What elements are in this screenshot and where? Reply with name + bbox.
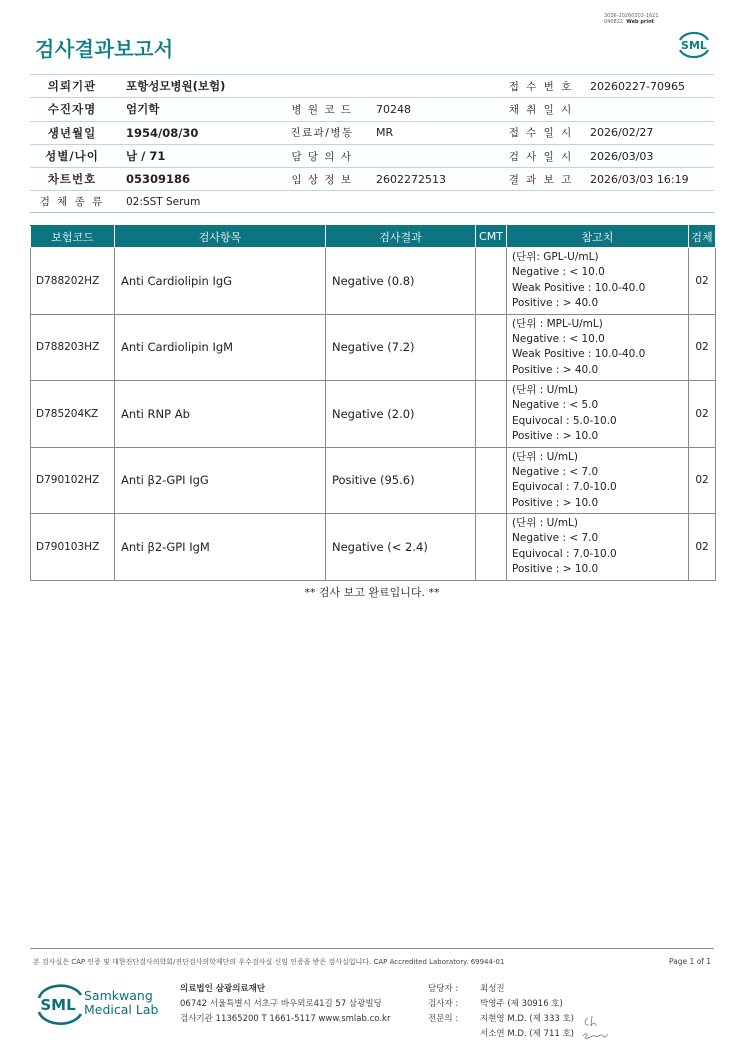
- web-print-tag: Web print: [626, 19, 655, 25]
- label-birthdate: 생년월일: [47, 125, 97, 140]
- patient-info-table: [30, 74, 714, 213]
- results-table: [30, 225, 716, 581]
- header-test-item: 검사항목: [115, 226, 326, 248]
- info-row-patient-name: [30, 98, 714, 121]
- reference-line: Negative : < 7.0: [512, 465, 599, 478]
- cell-result: Negative (2.0): [326, 381, 476, 448]
- info-row-specimen: [30, 191, 714, 213]
- value-result-report: 2026/03/03 16:19: [590, 172, 689, 186]
- table-row: [31, 514, 716, 581]
- value-test-time: 2026/03/03: [590, 149, 654, 163]
- label-collection-time: 채 취 일 시: [508, 103, 574, 116]
- staff-row: [428, 1027, 574, 1042]
- value-chart-number: 05309186: [126, 172, 191, 187]
- cell-specimen: 02: [689, 248, 716, 315]
- reference-line: (단위 : U/mL): [512, 517, 578, 530]
- cell-cmt: [476, 514, 507, 581]
- label-sex-age: 성별/나이: [45, 149, 99, 164]
- staff-list: [428, 982, 574, 1042]
- cell-result: Positive (95.6): [326, 447, 476, 514]
- accreditation-note: 본 검사실은 CAP 인증 및 대한진단검사의학회/진단검사의학재단의 우수검사실 신임 인증을 받은 검사실입니다. CAP Accredited Laboratory. 69944-01: [33, 958, 505, 966]
- header-cmt: CMT: [476, 226, 507, 248]
- label-hospital-code: 병 원 코 드: [291, 103, 353, 116]
- cell-reference: [507, 447, 689, 514]
- label-result-report: 결 과 보 고: [508, 173, 574, 186]
- reference-line: Weak Positive : 10.0-40.0: [512, 281, 646, 294]
- header-insurance-code: 보험코드: [31, 226, 115, 248]
- page-number: Page 1 of 1: [669, 957, 712, 966]
- sml-logo-icon: [676, 28, 712, 62]
- reference-line: Positive : > 10.0: [512, 496, 599, 509]
- organization-contact: 검사기관 11365200 T 1661-5117 www.smlab.co.kr: [180, 1014, 391, 1024]
- cell-item: Anti Cardiolipin IgM: [115, 314, 326, 381]
- label-clinical-info: 임 상 정 보: [291, 173, 353, 186]
- cell-code: D788203HZ: [31, 314, 115, 381]
- cell-item: Anti β2-GPI IgM: [115, 514, 326, 581]
- cell-cmt: [476, 381, 507, 448]
- organization-name: 의료법인 삼광의료재단: [180, 984, 266, 994]
- cell-result: Negative (7.2): [326, 314, 476, 381]
- staff-role: [428, 1027, 480, 1042]
- cell-code: D790103HZ: [31, 514, 115, 581]
- label-chart-number: 차트번호: [47, 172, 97, 187]
- value-birthdate: 1954/08/30: [126, 125, 199, 140]
- reference-line: Equivocal : 7.0-10.0: [512, 481, 617, 494]
- label-institution: 의뢰기관: [47, 79, 97, 94]
- reference-line: Positive : > 40.0: [512, 363, 599, 376]
- value-institution: 포항성모병원(보험): [126, 79, 226, 94]
- organization-info: [180, 982, 390, 1027]
- info-row-sex-age: [30, 145, 714, 168]
- cell-specimen: 02: [689, 514, 716, 581]
- value-collection-time: [581, 98, 714, 120]
- organization-address: 06742 서울특별시 서초구 바우뫼로41길 57 삼광빌딩: [180, 999, 382, 1009]
- label-doctor: 담 당 의 사: [291, 150, 353, 163]
- staff-row: [428, 1012, 574, 1027]
- value-doctor: [362, 145, 501, 167]
- reference-line: Negative : < 10.0: [512, 332, 605, 345]
- staff-role: 담당자 :: [428, 984, 459, 994]
- reference-line: Weak Positive : 10.0-40.0: [512, 348, 646, 361]
- reference-line: Negative : < 10.0: [512, 266, 605, 279]
- cell-reference: [507, 248, 689, 315]
- reference-line: Negative : < 5.0: [512, 399, 599, 412]
- footer-divider: [30, 948, 714, 949]
- table-row: [31, 314, 716, 381]
- reference-line: (단위 : U/mL): [512, 384, 578, 397]
- cell-cmt: [476, 314, 507, 381]
- value-hospital-code: 70248: [376, 102, 411, 116]
- cell-specimen: 02: [689, 447, 716, 514]
- results-header-row: [31, 226, 716, 248]
- cell-specimen: 02: [689, 381, 716, 448]
- signature-icon: [580, 1010, 610, 1042]
- brand-line-2: Medical Lab: [84, 1002, 159, 1017]
- value-sex-age: 남 / 71: [126, 149, 166, 164]
- staff-name: 서소연 M.D. (제 711 호): [480, 1029, 575, 1039]
- brand-name: [84, 989, 158, 1017]
- brand-line-1: Samkwang: [84, 988, 153, 1003]
- header-reference: 참고치: [507, 226, 689, 248]
- table-row: [31, 447, 716, 514]
- document-id-code: 040822: [604, 19, 624, 25]
- reference-line: (단위 : MPL-U/mL): [512, 317, 603, 330]
- cell-item: Anti RNP Ab: [115, 381, 326, 448]
- header-test-result: 검사결과: [326, 226, 476, 248]
- reference-line: Negative : < 7.0: [512, 532, 599, 545]
- header-specimen: 검체: [689, 226, 716, 248]
- label-department: 진료과/병동: [290, 127, 354, 140]
- staff-name: 최성진: [480, 984, 505, 994]
- staff-name: 지현영 M.D. (제 333 호): [480, 1014, 575, 1024]
- label-receipt-time: 접 수 일 시: [508, 127, 574, 140]
- reference-line: Positive : > 40.0: [512, 297, 599, 310]
- label-test-time: 검 사 일 시: [508, 150, 574, 163]
- cell-code: D790102HZ: [31, 447, 115, 514]
- cell-result: Negative (0.8): [326, 248, 476, 315]
- staff-role: 전문의 :: [428, 1014, 459, 1024]
- cell-reference: [507, 314, 689, 381]
- cell-cmt: [476, 447, 507, 514]
- value-receipt-number: 20260227-70965: [590, 79, 685, 93]
- svg-text:SML: SML: [40, 996, 76, 1014]
- staff-name: 박영주 (제 30916 호): [480, 999, 563, 1009]
- label-receipt-number: 접 수 번 호: [508, 80, 574, 93]
- reference-line: Positive : > 10.0: [512, 430, 599, 443]
- info-row-chart-number: [30, 168, 714, 191]
- table-row: [31, 248, 716, 315]
- staff-row: [428, 997, 574, 1012]
- cell-reference: [507, 514, 689, 581]
- reference-line: (단위 : U/mL): [512, 450, 578, 463]
- document-id-line1: 3036-20260303-1621: [604, 13, 659, 19]
- cell-item: Anti Cardiolipin IgG: [115, 248, 326, 315]
- value-department: MR: [376, 126, 394, 140]
- info-row-institution: [30, 75, 714, 98]
- reference-line: Equivocal : 7.0-10.0: [512, 547, 617, 560]
- cell-code: D788202HZ: [31, 248, 115, 315]
- reference-line: (단위: GPL-U/mL): [512, 251, 599, 264]
- report-complete-note: ** 검사 보고 완료입니다. **: [304, 586, 440, 599]
- label-patient-name: 수진자명: [47, 102, 97, 117]
- cell-reference: [507, 381, 689, 448]
- page-title: 검사결과보고서: [35, 37, 174, 61]
- staff-row: [428, 982, 574, 997]
- svg-text:SML: SML: [681, 39, 707, 52]
- cell-item: Anti β2-GPI IgG: [115, 447, 326, 514]
- reference-line: Positive : > 10.0: [512, 563, 599, 576]
- value-receipt-time: 2026/02/27: [590, 126, 654, 140]
- cell-code: D785204KZ: [31, 381, 115, 448]
- cell-cmt: [476, 248, 507, 315]
- reference-line: Equivocal : 5.0-10.0: [512, 414, 617, 427]
- value-patient-name: 엄기학: [126, 102, 160, 117]
- document-id: [604, 13, 659, 25]
- value-clinical-info: 2602272513: [376, 172, 446, 186]
- table-row: [31, 381, 716, 448]
- cell-specimen: 02: [689, 314, 716, 381]
- cell-result: Negative (< 2.4): [326, 514, 476, 581]
- info-row-birthdate: [30, 122, 714, 145]
- staff-role: 검사자 :: [428, 999, 459, 1009]
- value-specimen-type: 02:SST Serum: [126, 195, 201, 208]
- label-specimen-type: 검 체 종 류: [39, 196, 105, 209]
